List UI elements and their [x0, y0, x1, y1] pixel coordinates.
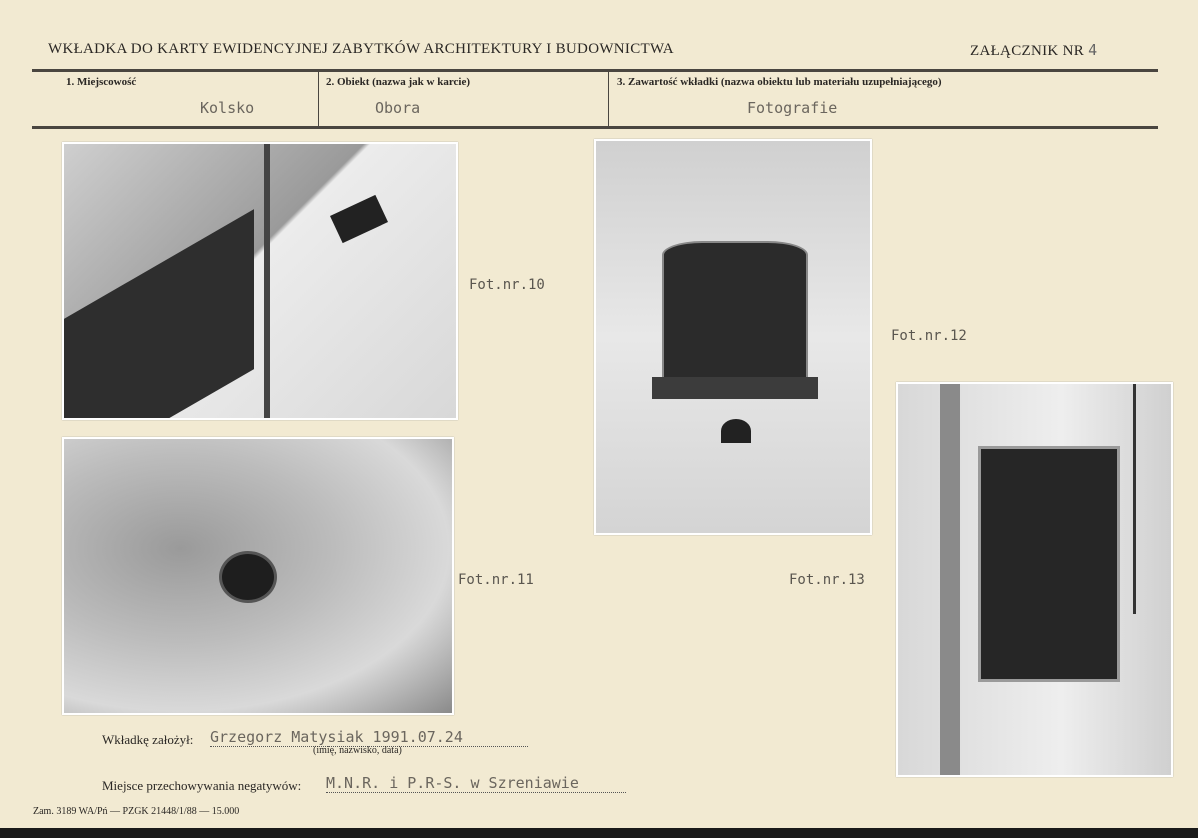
negatives-value: M.N.R. i P.R-S. w Szreniawie	[326, 774, 626, 793]
photo-12-label: Fot.nr.12	[891, 328, 967, 344]
form-title: WKŁADKA DO KARTY EWIDENCYJNEJ ZABYTKÓW ARCHITEKTURY I BUDOWNICTWA	[48, 41, 674, 57]
top-rule	[32, 69, 1158, 72]
object-value: Obora	[375, 99, 421, 117]
author-hint: (imię, nazwisko, data)	[313, 745, 402, 756]
author-value: Grzegorz Matysiak 1991.07.24	[210, 728, 528, 747]
bottom-rule	[32, 126, 1158, 129]
divider	[318, 72, 319, 127]
divider	[608, 72, 609, 127]
photo-12	[594, 139, 872, 535]
photo-10	[62, 142, 458, 420]
content-label: 3. Zawartość wkładki (nazwa obiektu lub materiału uzupełniającego)	[617, 76, 942, 88]
annex-number: 4	[1088, 41, 1098, 59]
negatives-label: Miejsce przechowywania negatywów:	[102, 778, 302, 793]
place-label: 1. Miejscowość	[66, 76, 137, 88]
print-info: Zam. 3189 WA/Pń — PZGK 21448/1/88 — 15.000	[33, 806, 240, 817]
photo-11-label: Fot.nr.11	[458, 572, 534, 588]
photo-13	[896, 382, 1173, 777]
content-value: Fotografie	[747, 99, 838, 117]
photo-13-label: Fot.nr.13	[789, 572, 865, 588]
place-value: Kolsko	[200, 99, 255, 117]
photo-10-label: Fot.nr.10	[469, 277, 545, 293]
bottom-edge	[0, 828, 1198, 838]
author-label: Wkładkę założył:	[102, 732, 194, 747]
annex-label	[970, 41, 1097, 60]
annex-text: ZAŁĄCZNIK NR	[970, 43, 1085, 59]
photo-11	[62, 437, 454, 715]
object-label: 2. Obiekt (nazwa jak w karcie)	[326, 76, 471, 88]
